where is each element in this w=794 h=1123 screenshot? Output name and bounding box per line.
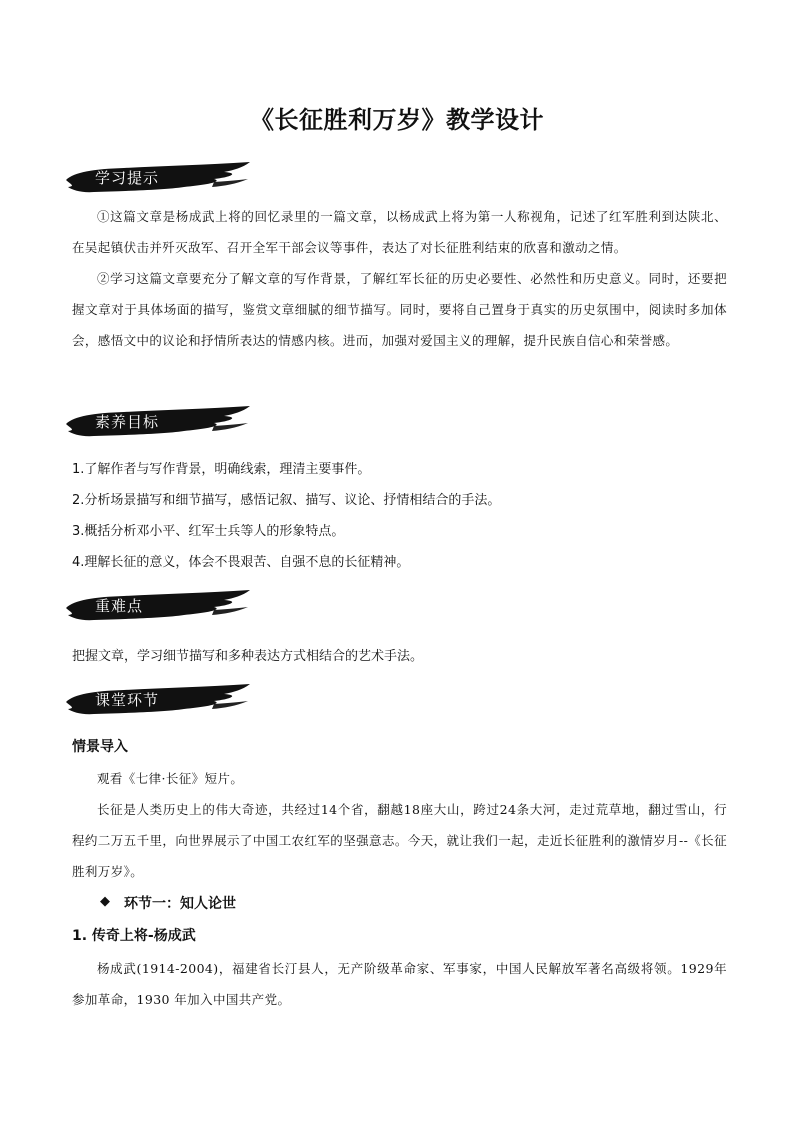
section-heading-tips bbox=[64, 160, 254, 196]
intro-title: 情景导入 bbox=[72, 739, 128, 755]
section-heading-goals bbox=[64, 404, 254, 440]
bio-paragraph: 杨成武(1914-2004)，福建省长汀县人，无产阶级革命家、军事家，中国人民解放军著名高级将领。1929年参加革命，1930 年加入中国共产党。 bbox=[72, 961, 727, 1007]
goal-item: 3.概括分析邓小平、红军士兵等人的形象特点。 bbox=[72, 524, 345, 539]
goal-item: 4.理解长征的意义，体会不畏艰苦、自强不息的长征精神。 bbox=[72, 555, 410, 570]
intro-paragraph-1: 观看《七律·长征》短片。 bbox=[97, 771, 244, 786]
goal-item: 1.了解作者与写作背景，明确线索，理清主要事件。 bbox=[72, 462, 371, 477]
brush-stroke-icon bbox=[64, 588, 254, 624]
intro-paragraph-2: 长征是人类历史上的伟大奇迹，共经过14个省，翻越18座大山，跨过24条大河，走过荒草地，翻过雪山，行程约二万五千里，向世界展示了中国工农红军的坚强意志。今天，就让我们一起，走近长征胜利的激情岁月--《长征胜利万岁》。 bbox=[72, 802, 727, 879]
step-title: 环节一：知人论世 bbox=[124, 896, 236, 912]
tips-paragraph-1: ①这篇文章是杨成武上将的回忆录里的一篇文章，以杨成武上将为第一人称视角，记述了红军胜利到达陕北、在吴起镇伏击并歼灭敌军、召开全军干部会议等事件，表达了对长征胜利结束的欣喜和激动之情。 bbox=[72, 209, 727, 255]
section-heading-key bbox=[64, 588, 254, 624]
document-title: 《长征胜利万岁》教学设计 bbox=[250, 106, 544, 134]
section-heading-label: 重难点 bbox=[95, 597, 144, 615]
diamond-bullet-icon: ◆ bbox=[100, 894, 110, 909]
tips-paragraph-2: ②学习这篇文章要充分了解文章的写作背景，了解红军长征的历史必要性、必然性和历史意义。同时，还要把握文章对于具体场面的描写，鉴赏文章细腻的细节描写。同时，要将自己置身于真实的历史氛围中，阅读时多加体会，感悟文中的议论和抒情所表达的情感内核。进而，加强对爱国主义的理解，提升民族自信心和荣誉感。 bbox=[72, 271, 727, 348]
sub-title: 1. 传奇上将-杨成武 bbox=[72, 928, 196, 944]
section-heading-label: 学习提示 bbox=[95, 169, 160, 187]
section-heading-label: 课堂环节 bbox=[95, 691, 160, 709]
goal-item: 2.分析场景描写和细节描写，感悟记叙、描写、议论、抒情相结合的手法。 bbox=[72, 493, 501, 508]
section-heading-class bbox=[64, 682, 254, 718]
key-point-text: 把握文章，学习细节描写和多种表达方式相结合的艺术手法。 bbox=[72, 649, 424, 664]
section-heading-label: 素养目标 bbox=[95, 413, 160, 431]
